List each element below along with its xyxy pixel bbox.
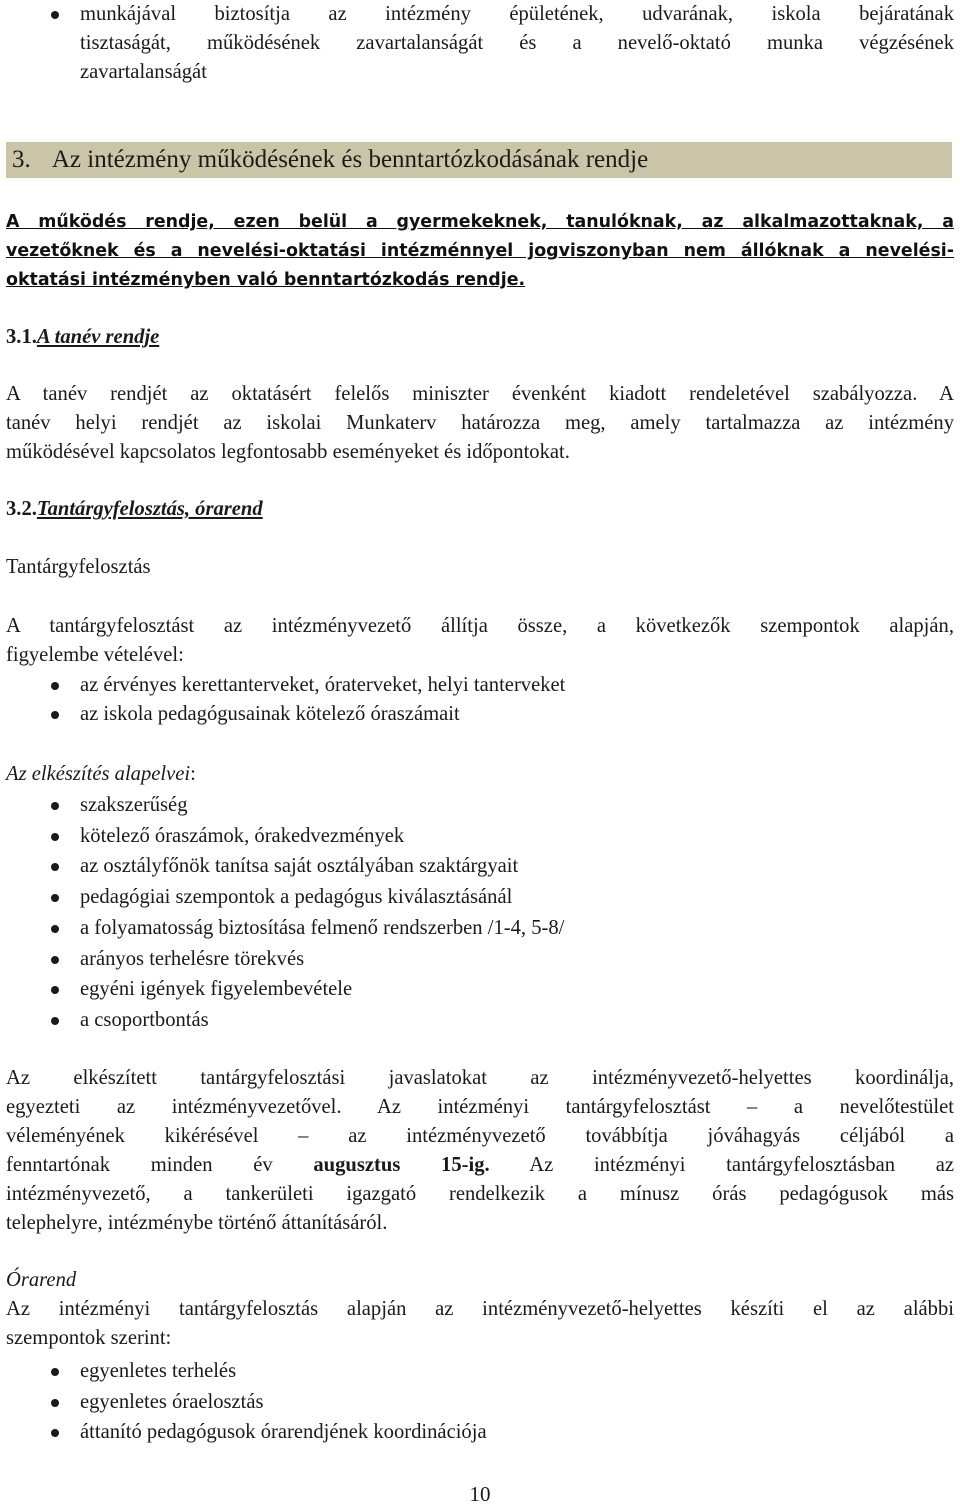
- intro-line: munkájával biztosítja az intézmény épületének, udvarának, iskola bejáratának: [80, 3, 954, 25]
- bullet-list-principles: [6, 790, 954, 1036]
- list-item-text: pedagógiai szempontok a pedagógus kiválasztásánál: [80, 886, 513, 909]
- principles-colon: :: [190, 763, 196, 785]
- paragraph-line: Az elkészített tantárgyfelosztási javaslatokat az intézményvezető-helyettes koordinálja,: [6, 1067, 954, 1089]
- bullet-icon: [51, 682, 59, 690]
- bullet-icon: [51, 833, 59, 841]
- paragraph-line: figyelembe vételével:: [6, 644, 184, 666]
- paragraph-line: A tanév rendjét az oktatásért felelős miniszter évenként kiadott rendeletével szabályozza. A: [6, 383, 954, 405]
- orarend-heading: [6, 1266, 954, 1295]
- list-item-text: a folyamatosság biztosítása felmenő rendszerben /1-4, 5-8/: [80, 916, 565, 939]
- lead-line: oktatási intézményben való benntartózkodás rendje.: [6, 270, 526, 290]
- paragraph-line: egyezteti az intézményvezetővel. Az intézményi tantárgyfelosztást – a nevelőtestület: [6, 1096, 954, 1118]
- paragraph-line: Az intézményi tantárgyfelosztás alapján az intézményvezető-helyettes készíti el az alábbi: [6, 1298, 954, 1320]
- deadline-suffix: Az intézményi tantárgyfelosztásban az: [529, 1154, 954, 1176]
- paragraph-line: véleményének kikérésével – az intézményvezető továbbítja jóváhagyás céljából a: [6, 1125, 954, 1147]
- bullet-icon: [51, 1017, 59, 1025]
- paragraph-line: tanév helyi rendjét az iskolai Munkaterv határozza meg, amely tartalmazza az intézmény: [6, 412, 954, 434]
- tanev-paragraph: [6, 380, 954, 467]
- subheading-text: Tantárgyfelosztás: [6, 556, 151, 578]
- subsection-3-1-heading: [6, 323, 954, 352]
- list-item: [6, 1417, 954, 1448]
- list-item: [6, 790, 954, 821]
- list-item: [6, 913, 954, 944]
- list-item: [6, 1387, 954, 1418]
- paragraph-line: A tantárgyfelosztást az intézményvezető állítja össze, a következők szempontok alapján,: [6, 615, 954, 637]
- bullet-icon: [51, 894, 59, 902]
- bullet-list-consider: [6, 671, 954, 729]
- bullet-icon: [51, 802, 59, 810]
- section-3-lead: [6, 208, 954, 295]
- list-item: [6, 944, 954, 975]
- principles-label: [6, 760, 954, 789]
- list-item-text: kötelező óraszámok, órakedvezmények: [80, 824, 405, 847]
- section-number: 3.: [12, 146, 31, 173]
- tantargyfelosztas-paragraph: [6, 612, 954, 670]
- bullet-icon: [51, 863, 59, 871]
- subsection-title: A tanév rendje: [36, 326, 160, 348]
- coordination-paragraph: [6, 1064, 954, 1238]
- list-item-text: az osztályfőnök tanítsa saját osztályában szaktárgyait: [80, 855, 519, 878]
- bullet-list-orarend: [6, 1356, 954, 1448]
- paragraph-line: működésével kapcsolatos legfontosabb eseményeket és időpontokat.: [6, 441, 570, 463]
- paragraph-line: szempontok szerint:: [6, 1327, 172, 1349]
- list-item: [6, 700, 954, 729]
- lead-line: A működés rendje, ezen belül a gyermekeknek, tanulóknak, az alkalmazottaknak, a: [6, 212, 954, 232]
- list-item: [6, 851, 954, 882]
- list-item: [6, 974, 954, 1005]
- list-item: [6, 0, 954, 87]
- list-item-text: a csoportbontás: [80, 1008, 209, 1031]
- list-item-text: egyenletes terhelés: [80, 1360, 237, 1382]
- paragraph-line: intézményvezető, a tankerületi igazgató rendelkezik a mínusz órás pedagógusok más: [6, 1183, 954, 1205]
- list-item-text: áttanító pedagógusok órarendjének koordinációja: [80, 1421, 487, 1443]
- list-item: [6, 1005, 954, 1036]
- section-title-text: Az intézmény működésének és benntartózkodásának rendje: [51, 146, 649, 173]
- list-item-text: az érvényes kerettanterveket, óraterveket, helyi tanterveket: [80, 674, 566, 696]
- list-item-text: arányos terhelésre törekvés: [80, 947, 305, 970]
- intro-line: zavartalanságát: [80, 61, 207, 83]
- deadline-date: augusztus 15-ig.: [313, 1154, 490, 1176]
- bullet-icon: [51, 1429, 59, 1437]
- bullet-icon: [51, 1368, 59, 1376]
- bullet-icon: [51, 956, 59, 964]
- paragraph-line: telephelyre, intézménybe történő áttanításáról.: [6, 1212, 388, 1234]
- paragraph-line: [6, 1151, 954, 1180]
- list-item-text: szakszerűség: [80, 794, 188, 816]
- subsection-title: Tantárgyfelosztás, órarend: [36, 498, 263, 520]
- subsection-number: 3.2.: [6, 498, 37, 520]
- orarend-paragraph: [6, 1295, 954, 1353]
- tantargyfelosztas-subheading: [6, 553, 954, 582]
- list-item-text: egyenletes óraelosztás: [80, 1390, 264, 1413]
- intro-line: tisztaságát, működésének zavartalanságát és a nevelő-oktató munka végzésének: [80, 32, 954, 54]
- bullet-icon: [51, 925, 59, 933]
- lead-line: vezetőknek és a nevelési-oktatási intézménnyel jogviszonyban nem állóknak a nevelési-: [6, 241, 954, 261]
- bullet-icon: [51, 986, 59, 994]
- intro-bullet-block: [6, 0, 954, 87]
- subsection-3-2-heading: [6, 495, 954, 524]
- list-item: [6, 821, 954, 852]
- list-item-text: az iskola pedagógusainak kötelező óraszámait: [80, 703, 460, 725]
- orarend-heading-text: Órarend: [6, 1269, 77, 1291]
- bullet-icon: [51, 711, 59, 719]
- list-item-text: egyéni igények figyelembevétele: [80, 978, 353, 1001]
- subsection-number: 3.1.: [6, 326, 37, 348]
- bullet-icon: [51, 11, 59, 19]
- list-item: [6, 882, 954, 913]
- bullet-icon: [51, 1399, 59, 1407]
- deadline-prefix: fenntartónak minden év: [6, 1154, 273, 1176]
- principles-label-text: Az elkészítés alapelvei: [6, 763, 191, 785]
- page-number: 10: [469, 1482, 491, 1506]
- section-3-title: [12, 143, 648, 177]
- list-item: [6, 671, 954, 700]
- list-item: [6, 1356, 954, 1387]
